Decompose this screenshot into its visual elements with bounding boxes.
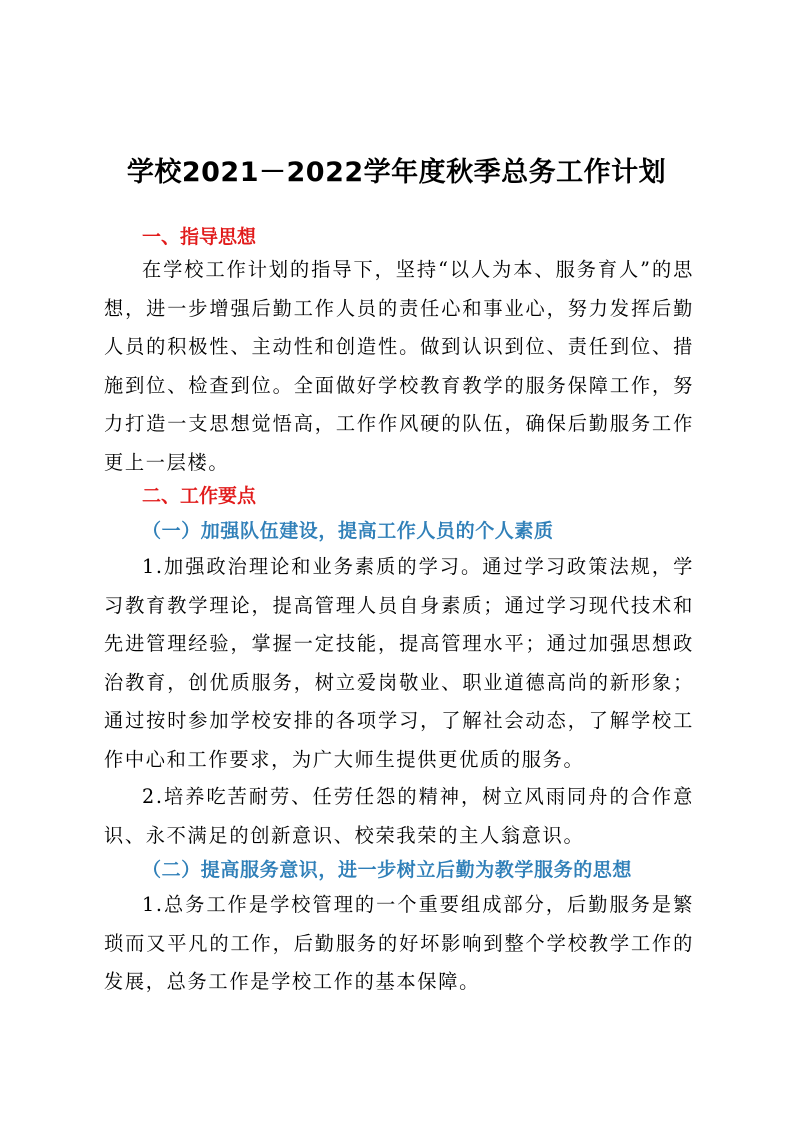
section-heading-guiding-ideology: 一、指导思想 — [142, 226, 257, 248]
paragraph-guiding-ideology: 在学校工作计划的指导下，坚持“以人为本、服务育人”的思想，进一步增强后勤工作人员的责任心和事业心，努力发挥后勤人员的积极性、主动性和创造性。做到认识到位、责任到位、措施到位、检查到位。全面做好学校教育教学的服务保障工作，努力打造一支思想觉悟高，工作作风硬的队伍，确保后勤服务工作更上一层楼。 — [104, 258, 694, 474]
paragraph-general-affairs-item-1: 1.总务工作是学校管理的一个重要组成部分，后勤服务是繁琐而又平凡的工作，后勤服务的好坏影响到整个学校教学工作的发展，总务工作是学校工作的基本保障。 — [104, 893, 694, 993]
paragraph-study-item-1: 1.加强政治理论和业务素质的学习。通过学习政策法规，学习教育教学理论，提高管理人员自身素质；通过学习现代技术和先进管理经验，掌握一定技能，提高管理水平；通过加强思想政治教育，创优质服务，树立爱岗敬业、职业道德高尚的新形象；通过按时参加学校安排的各项学习，了解社会动态，了解学校工作中心和工作要求，为广大师生提供更优质的服务。 — [104, 555, 694, 771]
paragraph-spirit-item-2: 2.培养吃苦耐劳、任劳任怨的精神，树立风雨同舟的合作意识、永不满足的创新意识、校荣我荣的主人翁意识。 — [104, 785, 694, 847]
subsection-heading-service-awareness: （二）提高服务意识，进一步树立后勤为教学服务的思想 — [142, 859, 633, 881]
section-heading-work-points: 二、工作要点 — [142, 485, 257, 507]
subsection-heading-team-building: （一）加强队伍建设，提高工作人员的个人素质 — [142, 520, 554, 542]
document-title: 学校2021－2022学年度秋季总务工作计划 — [126, 157, 667, 188]
